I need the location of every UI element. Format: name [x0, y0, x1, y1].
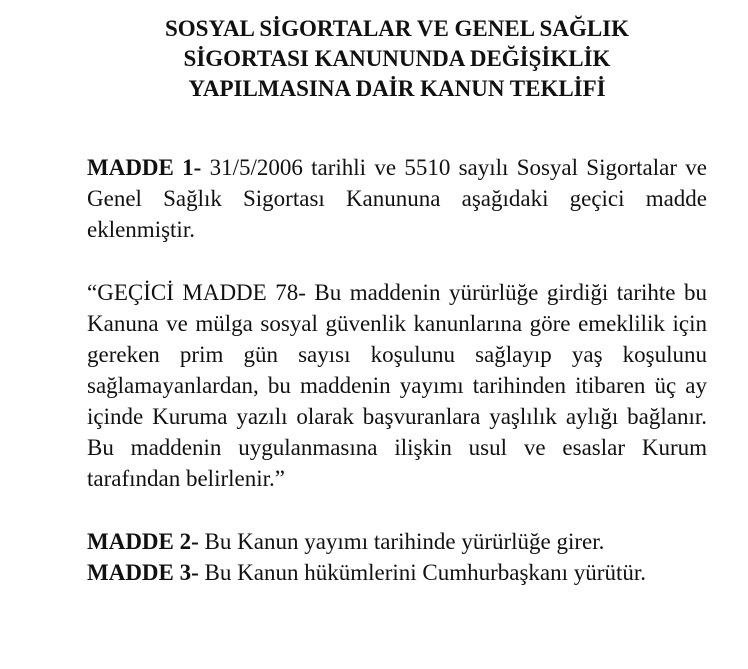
article-2-text: Bu Kanun yayımı tarihinde yürürlüğe girer.: [198, 529, 605, 554]
temporary-article-78: [87, 277, 707, 494]
article-2: [87, 526, 707, 557]
title-line-2: SİGORTASI KANUNUNDA DEĞİŞİKLİK: [183, 46, 611, 71]
title-line-3: YAPILMASINA DAİR KANUN TEKLİFİ: [188, 76, 606, 101]
temporary-article-text: “GEÇİCİ MADDE 78- Bu maddenin yürürlüğe girdiği tarihte bu Kanuna ve mülga sosyal güvenlik kanunlarına göre emeklilik için gereken prim gün sayısı koşulunu sağlayıp yaş koşulunu sağlamayanlardan, bu maddenin yayımı tarihinden itibaren üç ay içinde Kuruma yazılı olarak başvuranlara yaşlılık aylığı bağlanır. Bu maddenin uygulanmasına ilişkin usul ve esaslar Kurum tarafından belirlenir.”: [87, 280, 707, 491]
article-3-text: Bu Kanun hükümlerini Cumhurbaşkanı yürütür.: [198, 560, 646, 585]
article-3: [87, 557, 707, 588]
article-1-text: 31/5/2006 tarihli ve 5510 sayılı Sosyal Sigortalar ve Genel Sağlık Sigortası Kanununa aşağıdaki geçici madde eklenmiştir.: [87, 155, 707, 242]
title-line-1: SOSYAL SİGORTALAR VE GENEL SAĞLIK: [164, 16, 630, 41]
article-1-label: MADDE 1-: [87, 155, 202, 180]
article-2-label: MADDE 2-: [87, 529, 199, 554]
document-title: [87, 14, 707, 104]
article-3-label: MADDE 3-: [87, 560, 199, 585]
document-page: [87, 14, 707, 588]
article-1: [87, 152, 707, 245]
